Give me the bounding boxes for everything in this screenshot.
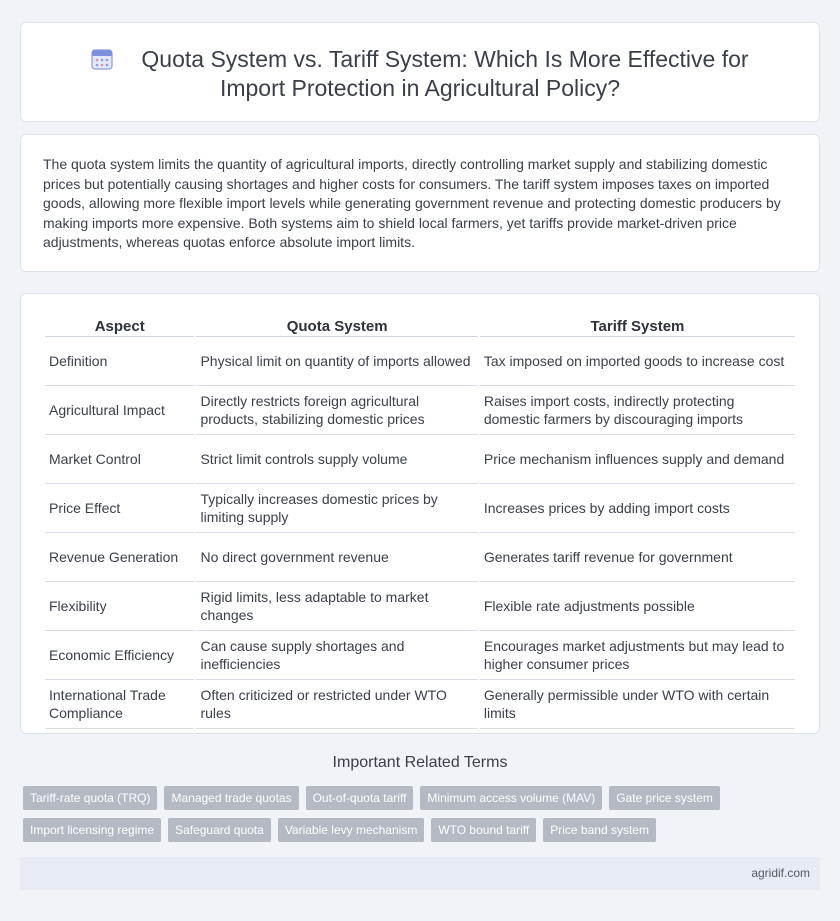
cell-quota: No direct government revenue [196,533,477,582]
term-tag[interactable]: Import licensing regime [23,818,161,842]
page-title-text: Quota System vs. Tariff System: Which Is More Effective for Import Protection in Agricultural Policy? [141,46,749,101]
footer [20,857,820,890]
cell-aspect: Economic Efficiency [45,631,194,680]
term-tag[interactable]: Out-of-quota tariff [306,786,414,810]
table-row [45,386,795,435]
cell-aspect: Revenue Generation [45,533,194,582]
cell-quota: Can cause supply shortages and inefficiencies [196,631,477,680]
term-tag[interactable]: Gate price system [609,786,720,810]
table-row [45,582,795,631]
comparison-table [43,315,797,729]
page-title [61,45,779,103]
cell-aspect: Agricultural Impact [45,386,194,435]
table-row [45,631,795,680]
cell-aspect: Price Effect [45,484,194,533]
cell-aspect: Flexibility [45,582,194,631]
cell-quota: Physical limit on quantity of imports allowed [196,337,477,386]
cell-tariff: Encourages market adjustments but may lead to higher consumer prices [480,631,795,680]
table-row [45,680,795,729]
term-tag[interactable]: Safeguard quota [168,818,271,842]
summary-card [20,134,820,272]
cell-tariff: Generally permissible under WTO with certain limits [480,680,795,729]
cell-aspect: International Trade Compliance [45,680,194,729]
term-tag[interactable]: Managed trade quotas [164,786,298,810]
term-tag[interactable]: Variable levy mechanism [278,818,425,842]
related-terms [23,786,823,850]
header-quota: Quota System [196,315,477,337]
related-terms-row [23,786,823,810]
cell-quota: Rigid limits, less adaptable to market changes [196,582,477,631]
comparison-table-card [20,293,820,734]
term-tag[interactable]: Price band system [543,818,656,842]
cell-tariff: Tax imposed on imported goods to increase cost [480,337,795,386]
term-tag[interactable]: Tariff-rate quota (TRQ) [23,786,157,810]
cell-tariff: Flexible rate adjustments possible [480,582,795,631]
calendar-icon [91,48,113,70]
cell-quota: Often criticized or restricted under WTO rules [196,680,477,729]
cell-quota: Directly restricts foreign agricultural products, stabilizing domestic prices [196,386,477,435]
related-terms-title: Important Related Terms [332,754,508,771]
header-tariff: Tariff System [480,315,795,337]
table-header-row [45,315,795,337]
header-aspect: Aspect [45,315,194,337]
cell-tariff: Increases prices by adding import costs [480,484,795,533]
cell-quota: Typically increases domestic prices by limiting supply [196,484,477,533]
cell-quota: Strict limit controls supply volume [196,435,477,484]
term-tag[interactable]: Minimum access volume (MAV) [420,786,602,810]
cell-tariff: Price mechanism influences supply and demand [480,435,795,484]
cell-aspect: Definition [45,337,194,386]
related-terms-row [23,818,823,842]
summary-text: The quota system limits the quantity of agricultural imports, directly controlling market supply and stabilizing domestic prices but potentially causing shortages and higher costs for consumers. The tariff system imposes taxes on imported goods, allowing more flexible import levels while generating government revenue and protecting domestic producers by making imports more expensive. Both systems aim to shield local farmers, yet tariffs provide market-driven price adjustments, whereas quotas enforce absolute import limits. [43,156,781,250]
table-row [45,337,795,386]
cell-tariff: Raises import costs, indirectly protecting domestic farmers by discouraging imports [480,386,795,435]
footer-site[interactable]: agridif.com [751,866,810,880]
header-card [20,22,820,122]
table-row [45,484,795,533]
table-row [45,533,795,582]
term-tag[interactable]: WTO bound tariff [431,818,536,842]
cell-tariff: Generates tariff revenue for government [480,533,795,582]
cell-aspect: Market Control [45,435,194,484]
table-row [45,435,795,484]
title-wrap [21,45,819,103]
